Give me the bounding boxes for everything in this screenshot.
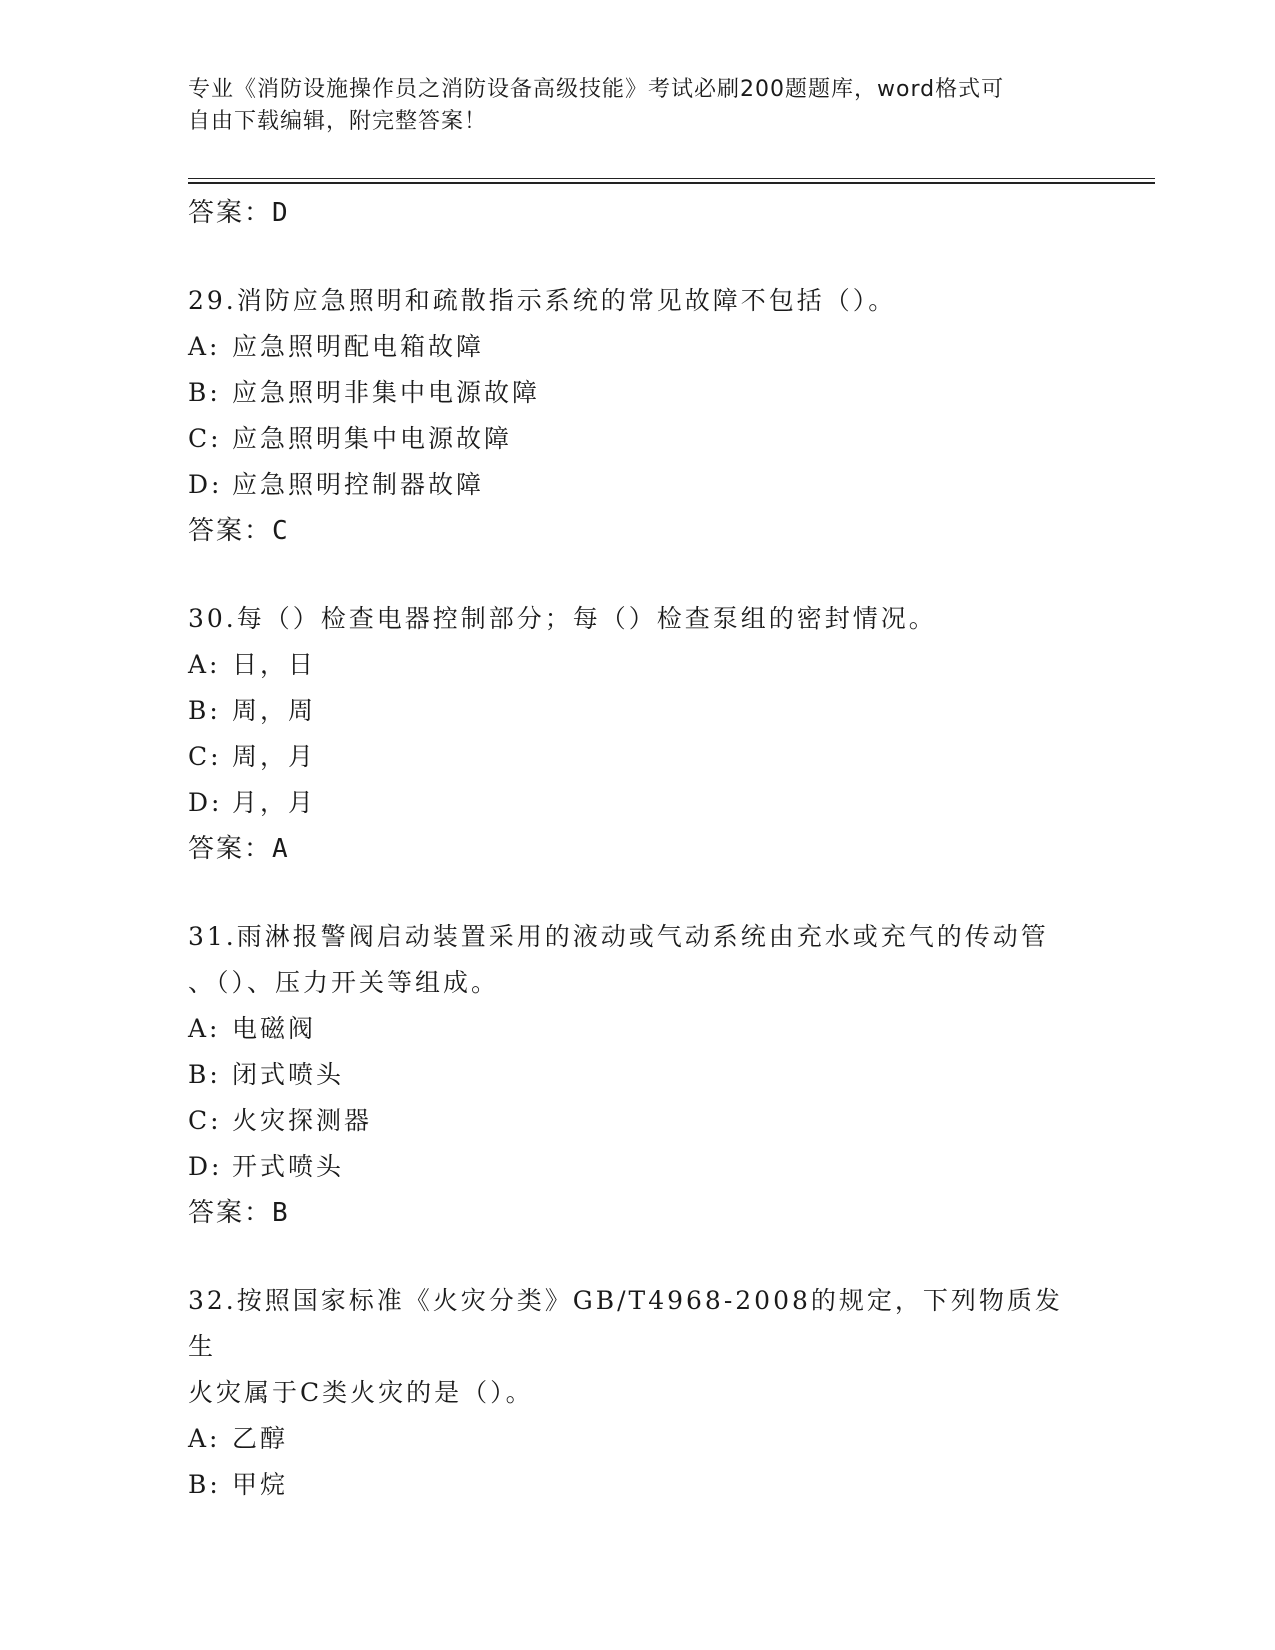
option-key: D: [188,1152,223,1181]
answer-value: C [272,516,290,546]
option-a [188,1416,1088,1462]
answer-label: 答案： [188,1198,273,1228]
option-b [188,1462,1088,1508]
option-text: 应急照明非集中电源故障 [232,378,541,407]
question-stem-line-1: 32.按照国家标准《火灾分类》GB/T4968-2008的规定，下列物质发生 [188,1286,1063,1361]
document-header [188,74,1068,138]
option-text: 电磁阀 [232,1014,317,1043]
option-key: B: [188,1470,221,1499]
answer-value: B [272,1198,290,1228]
option-c [188,1098,1088,1144]
answer-value: A [272,834,290,864]
spacer [188,872,1088,914]
option-key: C: [188,424,222,453]
question-stem: 29.消防应急照明和疏散指示系统的常见故障不包括（）。 [188,286,897,315]
option-key: B: [188,696,221,725]
header-line-2: 自由下载编辑，附完整答案！ [188,109,488,134]
option-key: C: [188,1106,222,1135]
option-c [188,416,1088,462]
option-text: 闭式喷头 [232,1060,345,1089]
option-d [188,780,1088,826]
option-text: 甲烷 [232,1470,289,1499]
option-text: 月，月 [232,788,317,817]
option-key: A: [188,332,221,361]
option-key: B: [188,378,221,407]
option-text: 乙醇 [232,1424,289,1453]
spacer [188,554,1088,596]
option-text: 应急照明集中电源故障 [232,424,513,453]
option-key: B: [188,1060,221,1089]
answer-label: 答案： [188,516,273,546]
question-answer [188,1190,1088,1236]
option-a [188,1006,1088,1052]
option-text: 日，日 [232,650,317,679]
spacer [188,1236,1088,1278]
option-text: 周，月 [232,742,317,771]
option-d [188,1144,1088,1190]
option-key: C: [188,742,222,771]
question-stem-line-2: 火灾属于C类火灾的是（）。 [188,1378,534,1407]
question-answer [188,826,1088,872]
question-answer [188,508,1088,554]
spacer [188,236,1088,278]
previous-answer [188,190,1088,236]
option-c [188,734,1088,780]
header-divider-thick [188,182,1155,184]
question-29 [188,278,1088,554]
option-key: D: [188,470,223,499]
header-divider-thin [188,178,1155,179]
question-32 [188,1278,1088,1508]
option-text: 应急照明控制器故障 [232,470,485,499]
option-key: A: [188,1014,221,1043]
question-stem: 30.每（）检查电器控制部分；每（）检查泵组的密封情况。 [188,604,937,633]
option-b [188,370,1088,416]
option-text: 火灾探测器 [232,1106,373,1135]
option-text: 周，周 [232,696,317,725]
option-text: 开式喷头 [232,1152,345,1181]
answer-label: 答案： [188,198,273,228]
header-line-1: 专业《消防设施操作员之消防设备高级技能》考试必刷200题题库，word格式可 [188,77,1005,102]
answer-value: D [272,198,290,228]
option-key: D: [188,788,223,817]
question-30 [188,596,1088,872]
question-stem-line-1: 31.雨淋报警阀启动装置采用的液动或气动系统由充水或充气的传动管 [188,922,1049,951]
question-stem-line-2: 、（）、压力开关等组成。 [188,968,500,997]
question-31 [188,914,1088,1236]
option-key: A: [188,650,221,679]
answer-label: 答案： [188,834,273,864]
option-b [188,1052,1088,1098]
option-a [188,324,1088,370]
option-d [188,462,1088,508]
option-text: 应急照明配电箱故障 [232,332,485,361]
question-list [188,190,1088,1508]
option-a [188,642,1088,688]
option-b [188,688,1088,734]
option-key: A: [188,1424,221,1453]
